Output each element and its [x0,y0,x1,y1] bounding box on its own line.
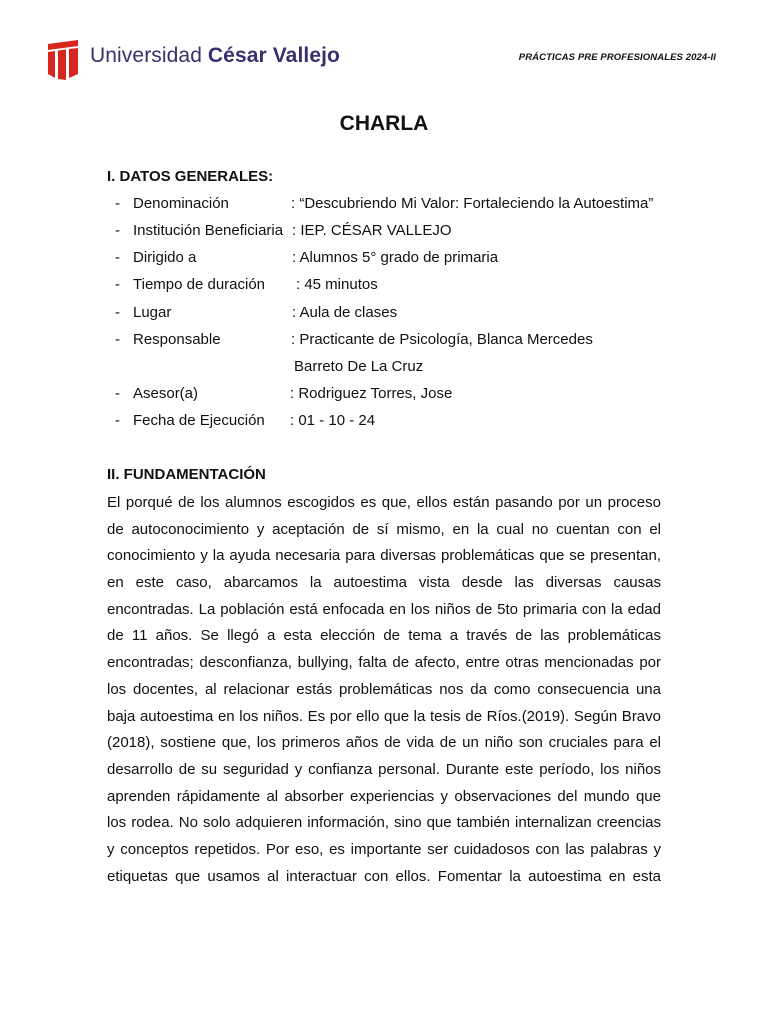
paragraph-line: conocimiento y la ayuda necesaria para diversas problemáticas que se presentan, [107,547,661,565]
datos-value: : IEP. CÉSAR VALLEJO [292,222,452,239]
paragraph-line: de 11 años. Se llegó a esta elección de tema a través de las problemáticas [107,627,661,645]
datos-label: Fecha de Ejecución [133,412,265,429]
paragraph-line: (2018), sostiene que, los primeros años de vida de un niño son cruciales para el [107,734,661,752]
paragraph-line: baja autoestima en los niños. Es por ello que la tesis de Ríos.(2019). Según Bravo [107,707,661,725]
ucv-shield-icon [46,38,80,80]
datos-label: Asesor(a) [133,385,199,402]
paragraph-line: aprenden rápidamente al absorber experiencias y observaciones del mundo que [107,787,661,805]
datos-label: Tiempo de duración [133,276,266,293]
paragraph-line: encontradas; desconfianza, bullying, falta de afecto, entre otras mencionadas por [107,654,661,672]
paragraph-line: etiquetas que usamos al interactuar con ellos. Fomentar la autoestima en esta [107,867,661,885]
datos-value: : 01 - 10 - 24 [290,412,376,429]
paragraph-line: desarrollo de su seguridad y confianza personal. Durante este período, los niños [107,760,661,778]
paragraph-line: los docentes, al relacionar estás problemáticas nos da como consecuencia una [107,680,661,698]
university-name [90,44,340,68]
university-logo [46,38,340,80]
datos-value-continued: Barreto De La Cruz [294,358,424,375]
datos-label: Lugar [133,304,172,321]
datos-value: : Practicante de Psicología, Blanca Mercedes [291,331,593,348]
datos-value: : Aula de clases [292,304,398,321]
page-title: CHARLA [339,112,429,135]
paragraph-line: en este caso, abarcamos la autoestima vista desde las diversas causas [107,574,661,592]
paragraph-line: encontradas. La población está enfocada en los niños de 5to primaria con la edad [107,600,661,618]
datos-label: Responsable [133,331,221,348]
datos-label: Dirigido a [133,249,197,266]
paragraph-line: y conceptos repetidos. Por eso, es importante ser cuidadosos con las palabras y [107,840,661,858]
paragraph-line: los rodea. No solo adquieren información, sino que también internalizan creencias [107,814,661,832]
datos-value: : Alumnos 5° grado de primaria [292,249,499,266]
paragraph-line: de autoconocimiento y aceptación de sí mismo, en la cual no cuentan con el [107,520,661,538]
paragraph-line: El porqué de los alumnos escogidos es que, ellos están pasando por un proceso [107,494,661,511]
datos-value: : 45 minutos [296,276,378,293]
fundamentacion-paragraph [107,490,661,890]
datos-label: Institución Beneficiaria [133,222,284,239]
section-heading-fundamentacion: II. FUNDAMENTACIÓN [107,466,266,483]
page-header [46,38,716,84]
practicas-label: PRÁCTICAS PRE PROFESIONALES 2024-II [518,52,716,63]
datos-label: Denominación [133,195,229,212]
datos-value: : Rodriguez Torres, Jose [290,385,453,402]
university-name-bold: César Vallejo [207,44,340,67]
section-heading-datos: I. DATOS GENERALES: [107,168,274,185]
datos-value: : “Descubriendo Mi Valor: Fortaleciendo la Autoestima” [291,195,654,212]
university-name-regular: Universidad [90,44,208,67]
